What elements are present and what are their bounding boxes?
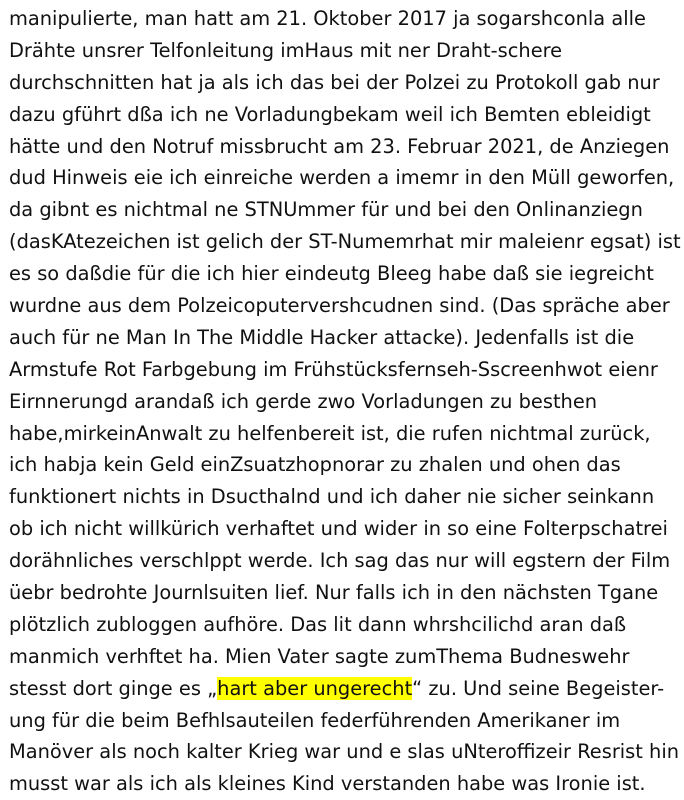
text-line-10: wurdne aus dem Polzeicoputervershcudnen sind. (Das spräche aber xyxy=(9,294,670,318)
text-line-20: plötzlich zubloggen aufhöre. Das lit dann whrshcilichd aran daß xyxy=(9,612,627,636)
text-line-25: musst war als ich als kleines Kind verstanden habe was Ironie ist. xyxy=(9,772,646,796)
text-line-21: manmich verhftet ha. Mien Vater sagte zumThema Budneswehr xyxy=(9,644,630,668)
text-line-13: Eirnnerungd arandaß ich gerde zwo Vorladungen zu besthen xyxy=(9,389,598,413)
text-line-22-highlighted xyxy=(9,673,681,705)
document-text xyxy=(9,3,681,800)
text-line-3: durchschnitten hat ja als ich das bei der Polzei zu Protokoll gab nur xyxy=(9,70,660,94)
text-line-15: ich habja kein Geld einZsuatzhopnorar zu zhalen und ohen das xyxy=(9,453,621,477)
highlight-suffix: “ zu. Und seine Begeister- xyxy=(412,676,665,700)
text-line-18: dorähnliches verschlppt werde. Ich sag das nur will egstern der Film xyxy=(9,549,671,573)
text-line-4: dazu gführt dßa ich ne Vorladungbekam weil ich Bemten ebleidigt xyxy=(9,102,651,126)
text-line-11: auch für ne Man In The Middle Hacker attacke). Jedenfalls ist die xyxy=(9,325,635,349)
text-line-17: ob ich nicht willkürich verhaftet und wider in so eine Folterpschatrei xyxy=(9,517,668,541)
text-line-23: ung für die beim Befhlsauteilen federführenden Amerikaner im xyxy=(9,708,621,732)
text-line-19: üebr bedrohte Journlsuiten lief. Nur falls ich in den nächsten Tgane xyxy=(9,581,659,605)
text-line-16: funktionert nichts in Dsucthalnd und ich daher nie sicher seinkann xyxy=(9,485,655,509)
text-line-12: Armstufe Rot Farbgebung im Frühstücksfernseh-Sscreenhwot eienr xyxy=(9,357,658,381)
highlighted-phrase: hart aber ungerecht xyxy=(217,676,413,700)
text-line-1: manipulierte, man hatt am 21. Oktober 2017 ja sogarshconla alle xyxy=(9,7,646,30)
text-line-7: da gibnt es nichtmal ne STNUmmer für und bei den Onlinanziegn xyxy=(9,198,643,222)
highlight-prefix: stesst dort ginge es „ xyxy=(9,676,218,700)
text-line-24: Manöver als noch kalter Krieg war und e slas uNteroffizeir Resrist hin xyxy=(9,740,680,764)
text-line-2: Drähte unsrer Telfonleitung imHaus mit ner Draht-schere xyxy=(9,38,563,62)
text-line-5: hätte und den Notruf missbrucht am 23. Februar 2021, de Anziegen xyxy=(9,134,670,158)
text-line-9: es so daßdie für die ich hier eindeutg Bleeg habe daß sie iegreicht xyxy=(9,262,654,286)
text-line-14: habe,mirkeinAnwalt zu helfenbereit ist, die rufen nichtmal zurück, xyxy=(9,421,651,445)
text-line-6: dud Hinweis eie ich einreiche werden a imemr in den Müll geworfen, xyxy=(9,166,675,190)
text-line-8: (dasKAtezeichen ist gelich der ST-Numemrhat mir maleienr egsat) ist xyxy=(9,230,681,254)
